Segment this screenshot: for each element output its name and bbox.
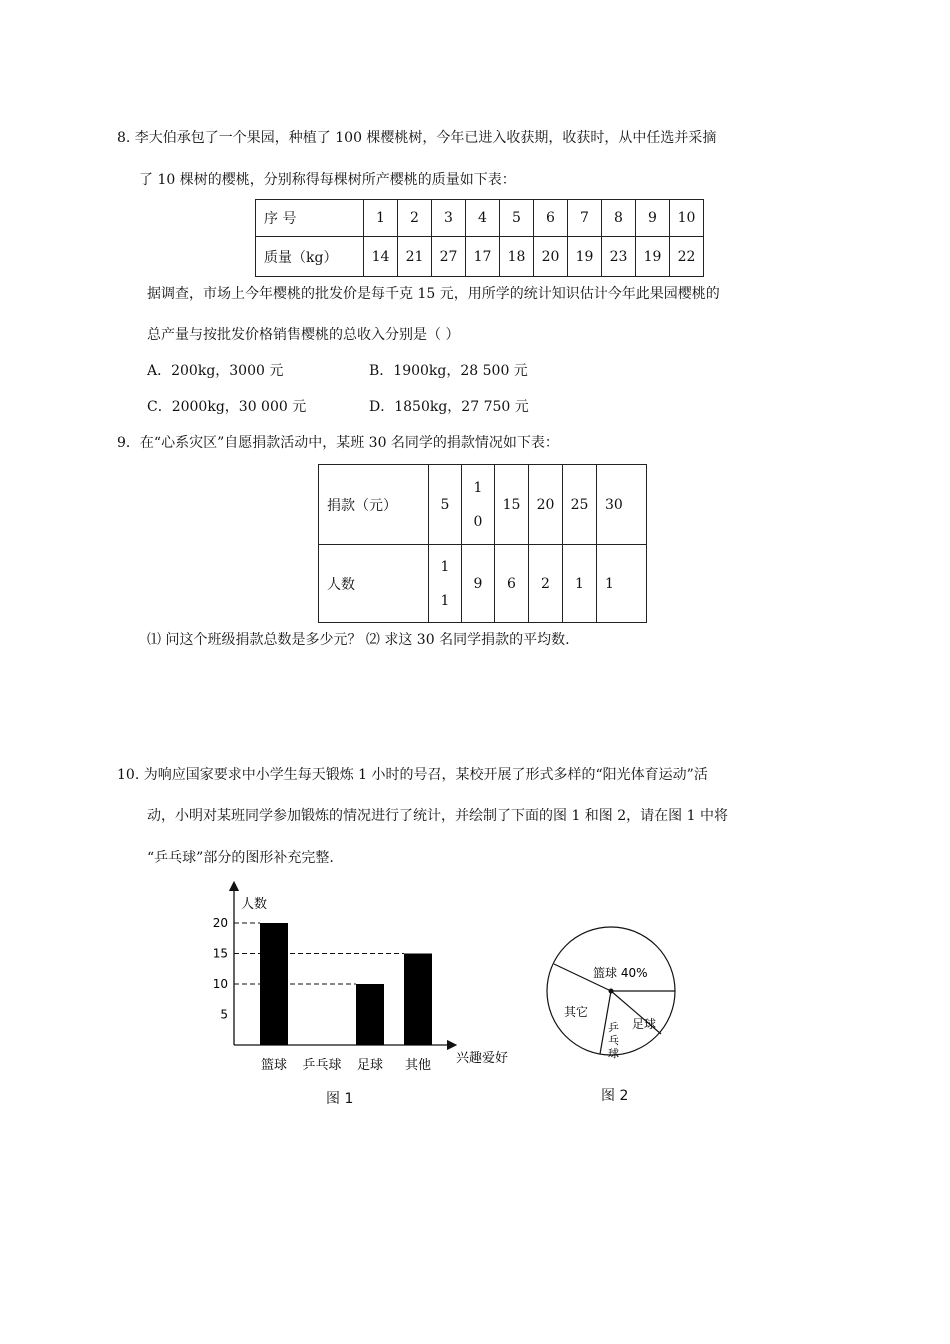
bar-2 xyxy=(356,984,384,1045)
table-cell: 19 xyxy=(636,237,670,277)
pie-label-pingpong-1: 乒 xyxy=(608,1021,619,1034)
pie-center-dot xyxy=(609,989,614,994)
table-cell: 19 xyxy=(568,237,602,277)
q10-line3: “乒乓球”部分的图形补充完整. xyxy=(147,850,334,866)
q9-donation-table xyxy=(318,464,647,623)
pie-label-basketball: 篮球 40% xyxy=(593,966,648,980)
x-tick-label-3: 其他 xyxy=(404,1058,432,1073)
table-cell-line: 1 xyxy=(473,479,483,496)
y-axis-label: 人数 xyxy=(241,897,268,912)
q10-line2: 动，小明对某班同学参加锻炼的情况进行了统计，并绘制了下面的图 1 和图 2，请在图 1 中将 xyxy=(147,808,728,824)
y-tick-label-2: 15 xyxy=(212,946,228,961)
table-cell: 人数 xyxy=(319,545,429,623)
y-tick-label-1: 10 xyxy=(212,977,228,991)
table-cell: 质量（kg） xyxy=(256,237,364,277)
x-tick-label-2: 足球 xyxy=(356,1058,384,1073)
table-cell: 3 xyxy=(432,200,466,237)
x-tick-label-1: 乒乓球 xyxy=(302,1058,342,1073)
table-cell: 1 xyxy=(364,200,398,237)
table-cell: 5 xyxy=(500,200,534,237)
table-cell: 8 xyxy=(602,200,636,237)
bar-0 xyxy=(260,923,288,1045)
table-cell: 22 xyxy=(670,237,704,277)
table-cell: 7 xyxy=(568,200,602,237)
table-cell: 20 xyxy=(534,237,568,277)
table-cell xyxy=(429,545,462,623)
figure-2-caption: 图 2 xyxy=(601,1088,629,1104)
table-cell: 5 xyxy=(429,465,462,545)
table-cell: 21 xyxy=(398,237,432,277)
table-cell: 30 xyxy=(597,465,647,545)
table-cell: 6 xyxy=(495,545,529,623)
q8-option-a: A．200kg，3000 元 xyxy=(147,363,284,379)
table-cell: 20 xyxy=(529,465,563,545)
table-cell: 23 xyxy=(602,237,636,277)
bar-3 xyxy=(404,954,432,1046)
table-cell: 14 xyxy=(364,237,398,277)
pie-label-pingpong-3: 球 xyxy=(608,1047,619,1060)
table-cell-line: 0 xyxy=(473,513,483,530)
q8-line1: 8. 李大伯承包了一个果园，种植了 100 棵樱桃树，今年已进入收获期，收获时，从中任选并采摘 xyxy=(117,130,717,146)
y-tick-label-3: 20 xyxy=(212,916,228,930)
table-cell: 25 xyxy=(563,465,597,545)
q8-line2: 了 10 棵树的樱桃，分别称得每棵树所产樱桃的质量如下表： xyxy=(139,172,516,188)
table-cell: 4 xyxy=(466,200,500,237)
table-cell: 序 号 xyxy=(256,200,364,237)
x-axis-label: 兴趣爱好 xyxy=(456,1051,509,1066)
q8-mass-table xyxy=(255,199,704,277)
table-cell: 2 xyxy=(529,545,563,623)
table-cell: 10 xyxy=(670,200,704,237)
q8-line3: 据调查，市场上今年樱桃的批发价是每千克 15 元，用所学的统计知识估计今年此果园樱桃的 xyxy=(147,286,720,302)
bar-chart-figure-1 xyxy=(200,878,530,1078)
table-cell-line: 1 xyxy=(440,558,450,575)
figure-1-caption: 图 1 xyxy=(326,1091,354,1107)
table-cell xyxy=(462,465,495,545)
table-cell: 9 xyxy=(462,545,495,623)
table-cell: 27 xyxy=(432,237,466,277)
y-tick-label-0: 5 xyxy=(220,1007,228,1022)
table-cell: 17 xyxy=(466,237,500,277)
q9-line1: 9．在“心系灾区”自愿捐款活动中，某班 30 名同学的捐款情况如下表： xyxy=(117,435,559,451)
pie-label-football: 足球 xyxy=(632,1017,657,1031)
table-cell: 2 xyxy=(398,200,432,237)
table-cell: 1 xyxy=(597,545,647,623)
pie-chart-figure-2 xyxy=(540,920,690,1070)
q8-option-b: B．1900kg，28 500 元 xyxy=(369,363,528,379)
q8-option-d: D．1850kg，27 750 元 xyxy=(369,399,529,415)
q8-line4: 总产量与按批发价格销售樱桃的总收入分别是（ ） xyxy=(147,327,460,343)
q10-line1: 10. 为响应国家要求中小学生每天锻炼 1 小时的号召，某校开展了形式多样的“阳光体育运动”活 xyxy=(117,767,708,783)
table-cell: 9 xyxy=(636,200,670,237)
table-cell: 15 xyxy=(495,465,529,545)
table-cell: 1 xyxy=(563,545,597,623)
pie-label-pingpong-2: 乓 xyxy=(608,1034,619,1047)
table-cell-line: 1 xyxy=(440,592,450,609)
table-cell: 18 xyxy=(500,237,534,277)
x-tick-label-0: 篮球 xyxy=(260,1058,288,1073)
table-cell: 6 xyxy=(534,200,568,237)
q9-subquestions: ⑴ 问这个班级捐款总数是多少元？ ⑵ 求这 30 名同学捐款的平均数. xyxy=(147,632,570,648)
q8-option-c: C．2000kg，30 000 元 xyxy=(147,399,307,415)
table-cell: 捐款（元） xyxy=(319,465,429,545)
pie-label-other: 其它 xyxy=(564,1005,589,1019)
